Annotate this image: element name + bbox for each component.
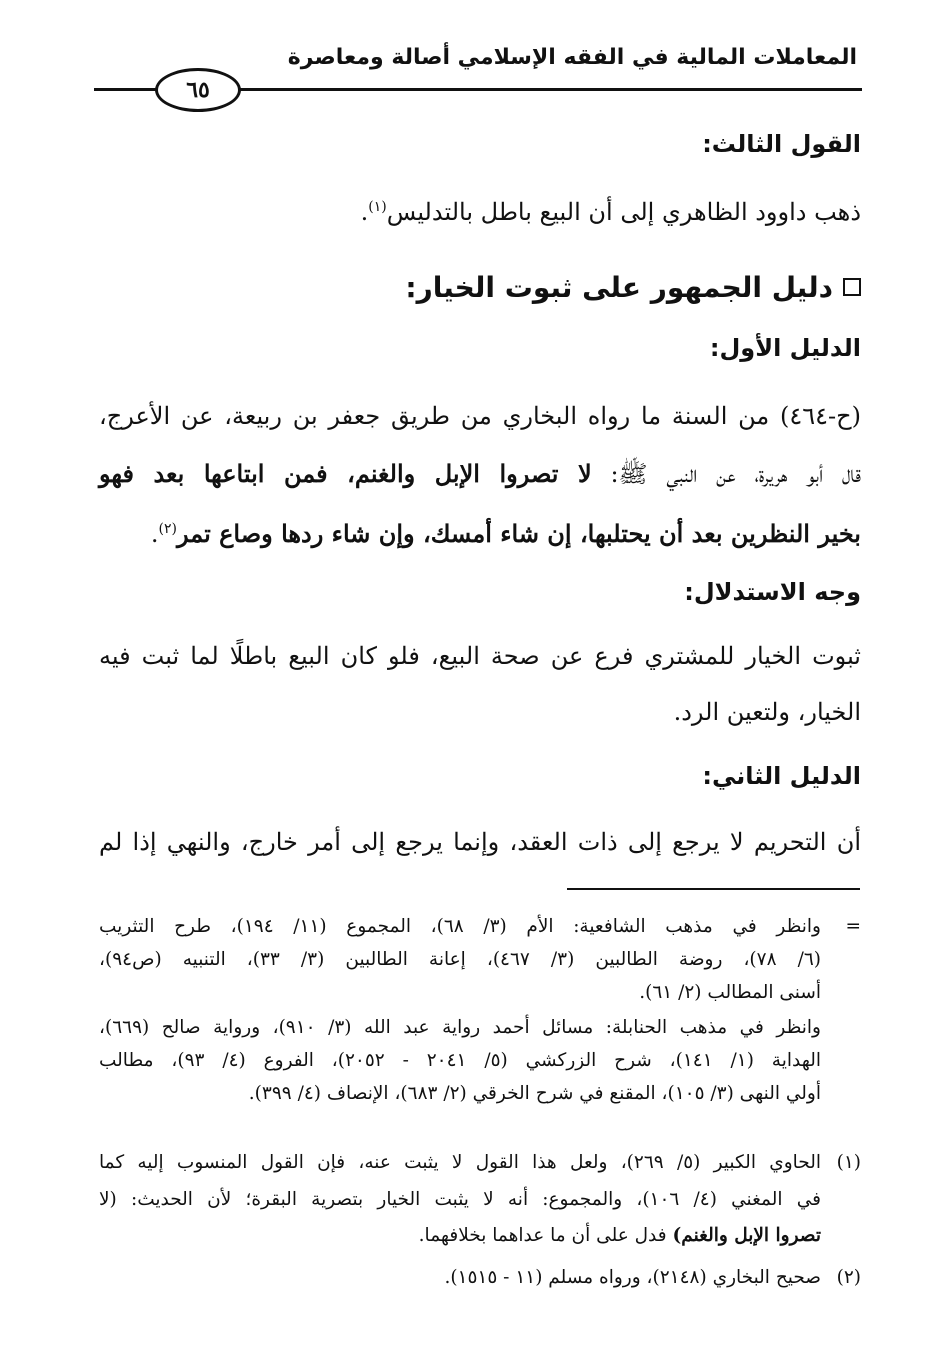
hadith-line-1: (ح-٤٦٤) من السنة ما رواه البخاري من طريق جعفر بن ربيعة، عن الأعرج، (99, 402, 861, 430)
heading-jumhur-evidence (99, 266, 861, 310)
hadith-line-2 (99, 452, 861, 496)
footnote-continuation-marker: = (845, 916, 861, 937)
inference-line-1: ثبوت الخيار للمشتري فرع عن صحة البيع، فلو كان البيع باطلًا لما ثبت فيه (99, 642, 861, 670)
footnote-2-marker: (٢) (836, 1267, 861, 1288)
hadith-narration: قال أبو هريرة، عن النبي ﷺ: (591, 460, 861, 488)
heading-inference: وجه الاستدلال: (684, 578, 861, 606)
hadith-line-3: بخير النظرين بعد أن يحتلبها، إن شاء أمسك، وإن شاء ردها وصاع تمر$^{(٢)}$. (150, 519, 861, 548)
hadith-text-bold-cont: بخير النظرين بعد أن يحتلبها، إن شاء أمسك، وإن شاء ردها وصاع تمر (176, 519, 861, 548)
footnote-continued-line-3: أسنى المطالب (٢/ ٦١). (639, 982, 821, 1003)
heading-third-opinion: القول الثالث: (702, 130, 861, 158)
footnote-continued-line-1 (99, 910, 861, 943)
running-header-title: المعاملات المالية في الفقه الإسلامي أصالة ومعاصرة (287, 45, 857, 70)
footnote-2-text: صحيح البخاري (٢١٤٨)، ورواه مسلم (١١ - ١٥١٥). (444, 1267, 821, 1288)
main-text (99, 0, 861, 880)
footnote-ref-2[interactable]: (٢) (158, 521, 177, 537)
footnote-hanbali-line-1: وانظر في مذهب الحنابلة: مسائل أحمد رواية عبد الله (٣/ ٩١٠)، ورواية صالح (٦٦٩)، (99, 1017, 821, 1038)
page-number: ٦٥ (186, 77, 210, 103)
footnote-hanbali-line-3: أولي النهى (٣/ ١٠٥)، المقنع في شرح الخرقي (٢/ ٦٨٣)، الإنصاف (٤/ ٣٩٩). (248, 1083, 821, 1104)
footnote-1-hadith-bold: تصروا الإبل والغنم) (672, 1225, 821, 1246)
footnote-1-line-2: في المغني (٤/ ١٠٦)، والمجموع: أنه لا يثبت الخيار بتصرية البقرة؛ لأن الحديث: (لا (99, 1189, 821, 1210)
footnote-1-line-3 (99, 1219, 821, 1252)
heading-jumhur-text: دليل الجمهور على ثبوت الخيار: (405, 271, 833, 304)
footnote-2-line-1 (99, 1261, 861, 1294)
footnote-ref-1[interactable]: (١) (368, 199, 387, 215)
heading-first-evidence: الدليل الأول: (709, 334, 861, 362)
footnote-1-text: الحاوي الكبير (٥/ ٢٦٩)، ولعل هذا القول لا يثبت عنه، فإن القول المنسوب إليه كما (99, 1152, 821, 1173)
footnote-1-conclusion: فدل على أن ما عداهما بخلافهما. (418, 1225, 673, 1246)
inference-line-2: الخيار، ولتعين الرد. (673, 698, 861, 726)
paragraph-daud-text: ذهب داوود الظاهري إلى أن البيع باطل بالتدليس (386, 198, 861, 226)
footnote-continued-line-2: (٦/ ٧٨)، روضة الطالبين (٣/ ٤٦٧)، إعانة الطالبين (٣/ ٣٣)، التنبيه (ص٩٤)، (99, 949, 821, 970)
footnote-separator (567, 888, 860, 890)
second-evidence-line-1: أن التحريم لا يرجع إلى ذات العقد، وإنما يرجع إلى أمر خارج، والنهي إذا لم (99, 828, 861, 856)
heading-second-evidence: الدليل الثاني: (702, 762, 861, 790)
square-bullet-icon (843, 278, 861, 296)
footnote-text: وانظر في مذهب الشافعية: الأم (٣/ ٦٨)، المجموع (١١/ ١٩٤)، طرح التثريب (99, 916, 821, 937)
footnote-1-line-1 (99, 1146, 861, 1179)
footnote-1-marker: (١) (836, 1152, 861, 1173)
hadith-text-bold: لا تصروا الإبل والغنم، فمن ابتاعها بعد فهو (99, 459, 592, 488)
footnote-hanbali-line-2: الهداية (١/ ١٤١)، شرح الزركشي (٥/ ٢٠٤١ - ٢٠٥٢)، الفروع (٤/ ٩٣)، مطالب (99, 1050, 822, 1071)
paragraph-daud: ذهب داوود الظاهري إلى أن البيع باطل بالتدليس$^{(١)}$. (360, 198, 861, 226)
